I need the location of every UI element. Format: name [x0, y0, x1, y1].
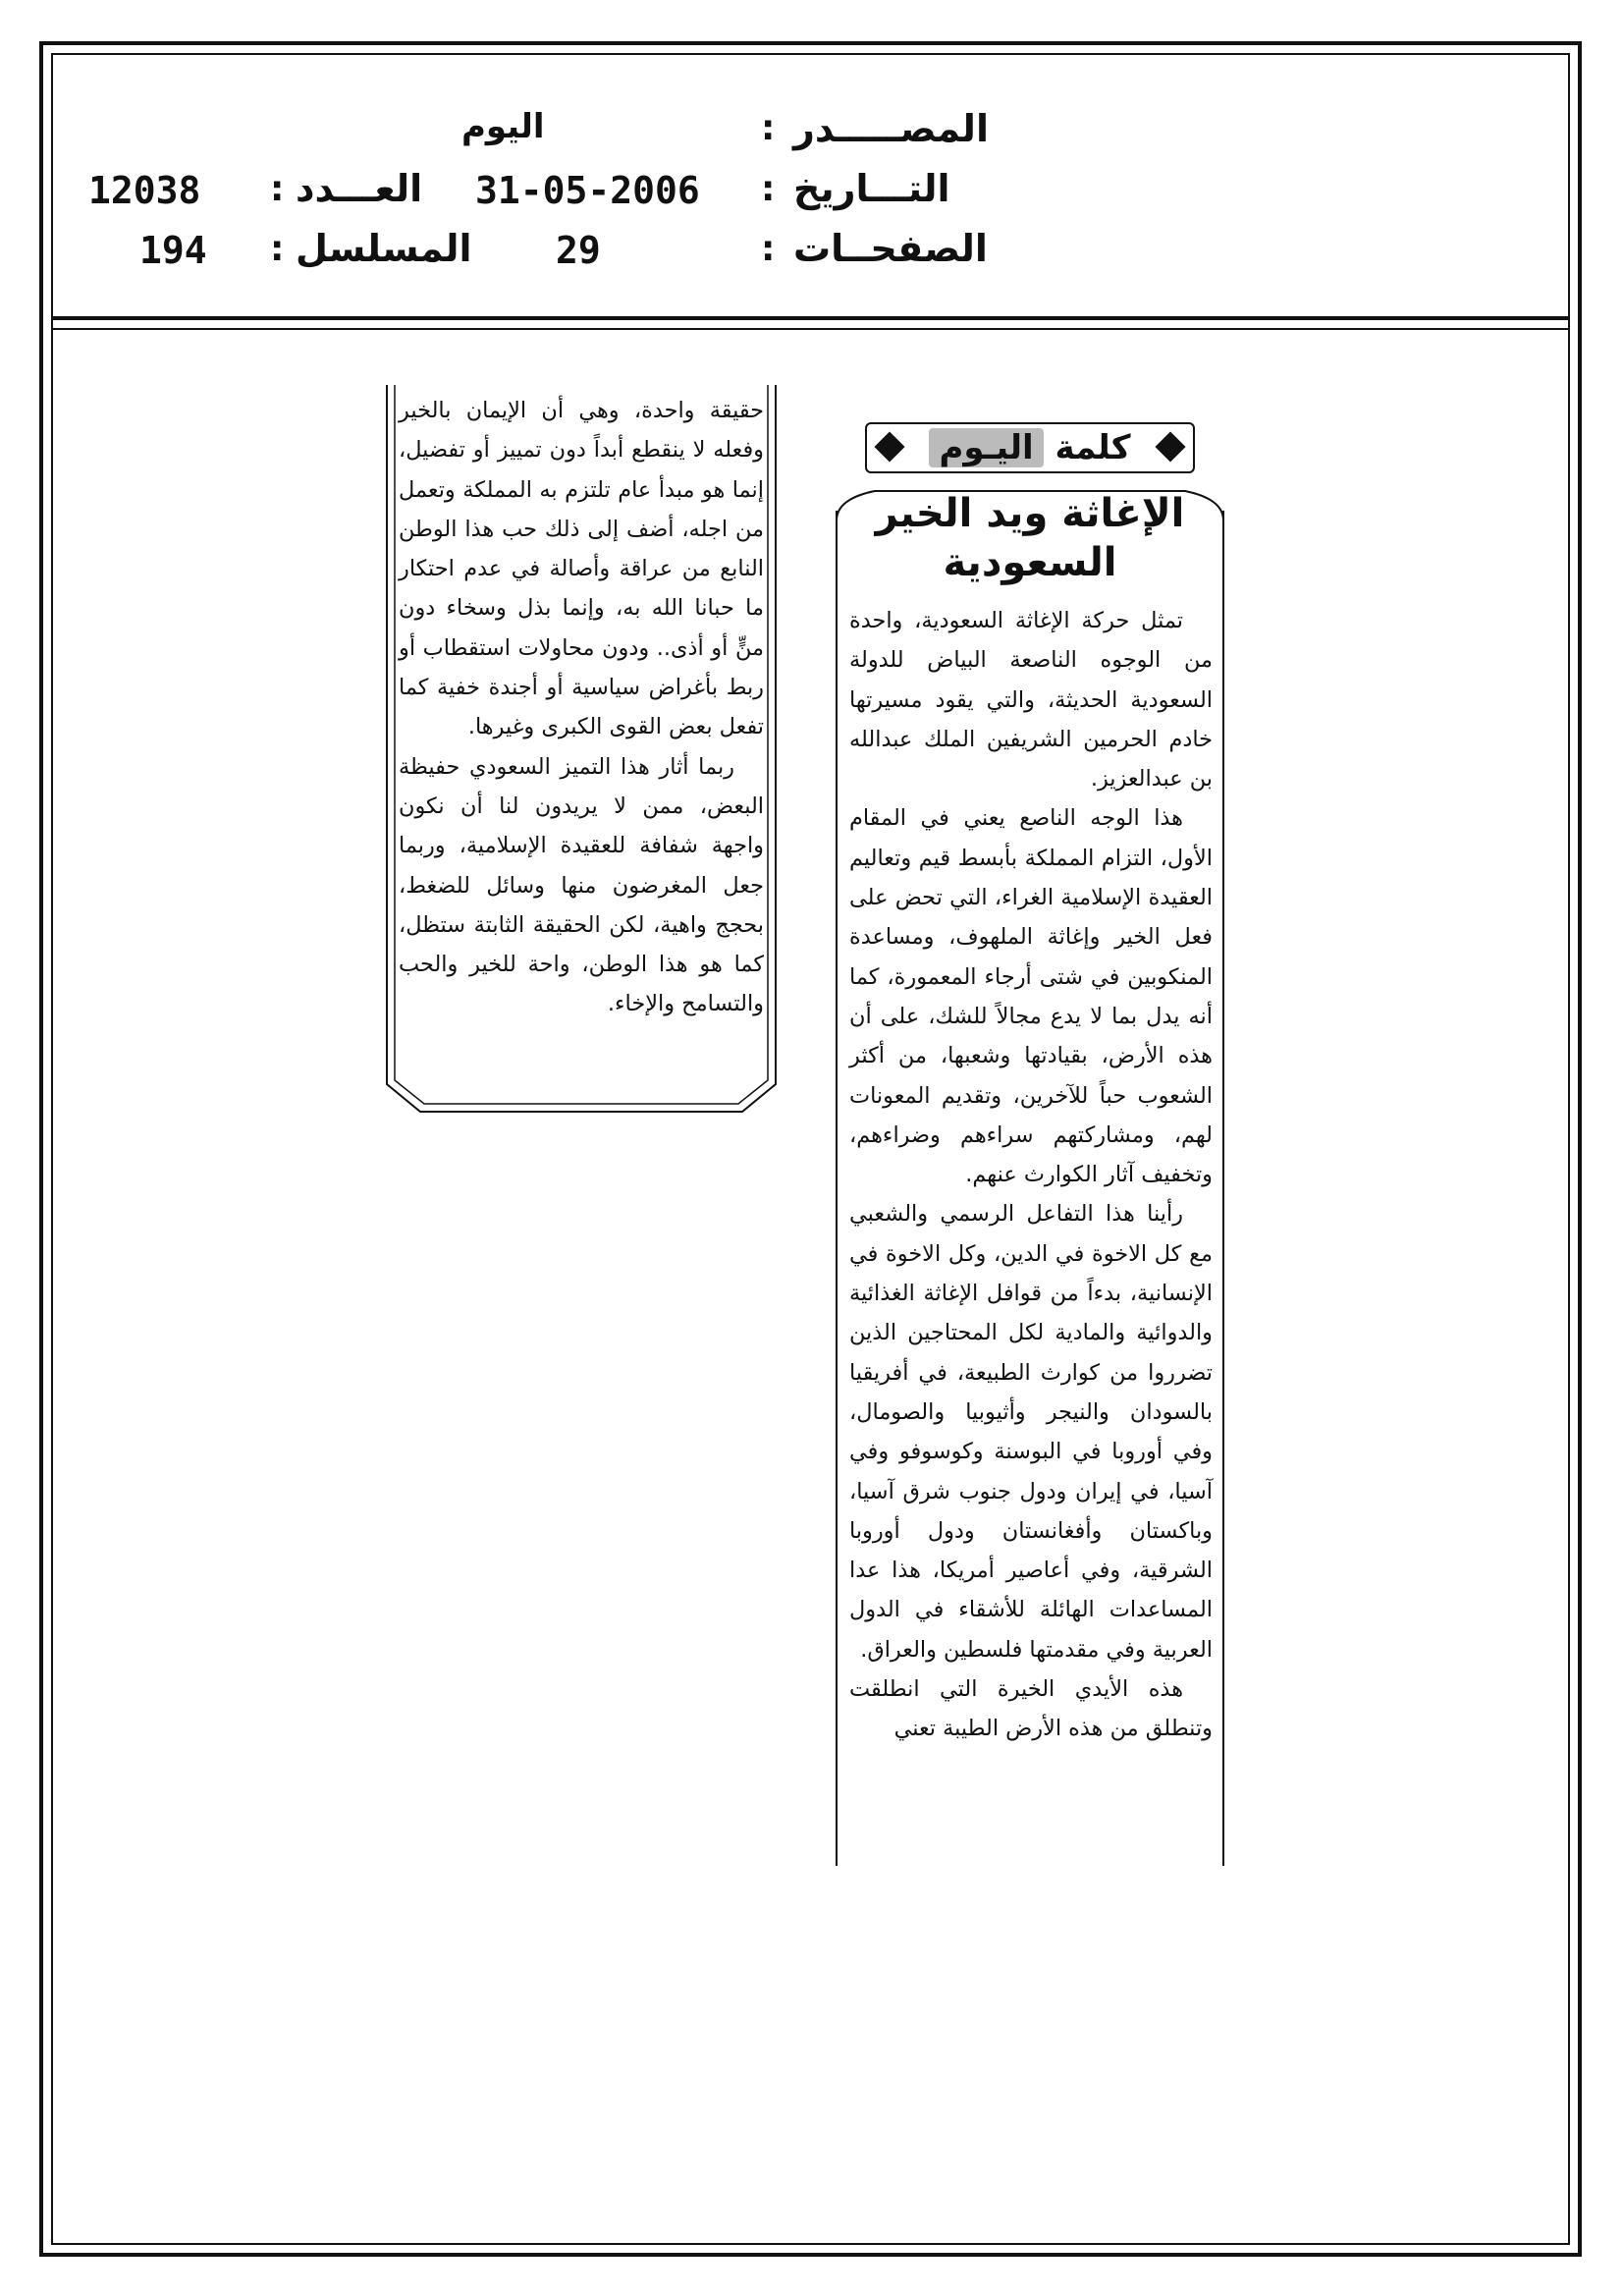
pages-colon: : [761, 229, 776, 269]
diamond-ornament-icon [1155, 431, 1185, 462]
serial-colon: : [270, 229, 285, 269]
page-border-inner [51, 53, 1570, 2245]
header-divider-thin [51, 328, 1570, 330]
article-continuation [385, 385, 778, 1121]
serial-value: 194 [139, 229, 207, 272]
article-paragraph: تمثل حركة الإغاثة السعودية، واحدة من الوجوه الناصعة البياض للدولة السعودية الحديثة، والتي يقود مسيرتها خادم الحرمين الشريفين الملك عبدالله بن عبدالعزيز. [849, 608, 1213, 793]
article-paragraph: هذا الوجه الناصع يعني في المقام الأول، التزام المملكة بأبسط قيم وتعاليم العقيدة الإسلامية الغراء، التي تحض على فعل الخير وإغاثة الملهوف، ومساعدة المنكوبين في شتى أرجاء المعمورة، كما أنه يدل بما لا يدع مجالاً للشك، على أن هذه الأرض، بقيادتها وشعبها، من أكثر الشعوب حباً للآخرين، وتقديم المعونات لهم، ومشاركتهم سراءهم وضراءهم، وتخفيف آثار الكوارث عنهم. [849, 805, 1213, 1188]
column-logo [865, 422, 1195, 473]
serial-label: المسلسل [296, 227, 472, 270]
issue-value: 12038 [88, 169, 201, 212]
issue-label: العـــدد [296, 167, 423, 210]
pages-value: 29 [556, 229, 601, 272]
editorial-article [836, 412, 1224, 1866]
header-divider [51, 316, 1570, 320]
continuation-paragraph: ربما أثار هذا التميز السعودي حفيظة البعض، ممن لا يريدون لنا أن نكون واجهة شفافة للعقيدة الإسلامية، وربما جعل المغرضون منها وسائل للضغط، بحجج واهية، لكن الحقيقة الثابتة ستظل، كما هو هذا الوطن، واحة للخير والحب والتسامح والإخاء. [399, 753, 764, 1017]
date-label: التـــاريخ [793, 167, 950, 210]
article-body [849, 601, 1213, 1749]
article-paragraph: هذه الأيدي الخيرة التي انطلقت وتنطلق من هذه الأرض الطيبة تعني [849, 1676, 1213, 1742]
source-value: اليوم [461, 107, 545, 146]
issue-colon: : [270, 169, 285, 209]
diamond-ornament-icon [874, 431, 904, 462]
continuation-paragraph: حقيقة واحدة، وهي أن الإيمان بالخير وفعله لا ينقطع أبداً دون تمييز أو تفضيل، إنما هو مبدأ عام تلتزم به المملكة وتعمل من اجله، أضف إلى ذلك حب هذا الوطن النابع من عراقة وأصالة في عدم احتكار ما حبانا الله به، وإنما بذل وسخاء دون منٍّ أو أذى.. ودون محاولات استقطاب أو ربط بأغراض سياسية أو أجندة خفية كما تفعل بعض القوى الكبرى وغيرها. [399, 398, 764, 740]
article-title: الإغاثة ويد الخير السعودية [875, 491, 1185, 585]
date-value: 31-05-2006 [475, 169, 700, 212]
source-label: المصـــــدر [793, 107, 989, 150]
date-colon: : [761, 169, 776, 209]
logo-name: اليـوم [929, 428, 1043, 467]
article-border-right [1222, 511, 1224, 1866]
pages-label: الصفحــات [793, 227, 988, 270]
continuation-body [399, 391, 764, 1024]
source-colon: : [761, 108, 776, 148]
column-logo-text [916, 428, 1144, 467]
logo-prefix: كلمة [1055, 428, 1131, 467]
article-border-left [836, 511, 838, 1866]
article-paragraph: رأينا هذا التفاعل الرسمي والشعبي مع كل الاخوة في الدين، وكل الاخوة في الإنسانية، بدءاً من قوافل الإغاثة الغذائية والدوائية والمادية لكل المحتاجين الذين تضرروا من كوارث الطبيعة، في أفريقيا بالسودان والنيجر وأثيوبيا والصومال، وفي أوروبا في البوسنة وكوسوفو وفي آسيا، في إيران ودول جنوب شرق آسيا، وباكستان وأفغانستان ودول أوروبا الشرقية، وفي أعاصير أمريكا، هذا عدا المساعدات الهائلة للأشقاء في الدول العربية وفي مقدمتها فلسطين والعراق. [849, 1201, 1213, 1663]
